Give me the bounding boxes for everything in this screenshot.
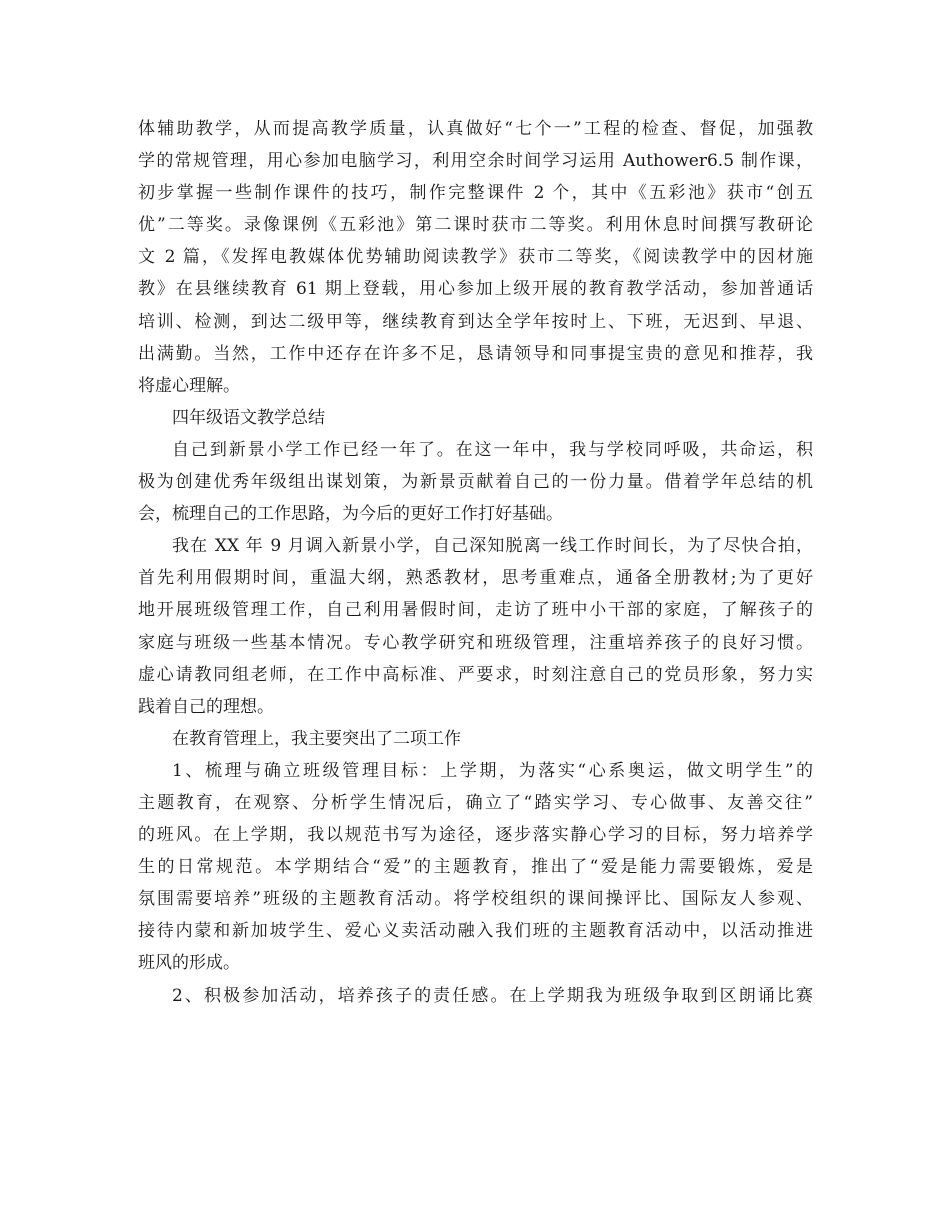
text-line: 我在 XX 年 9 月调入新景小学，自己深知脱离一线工作时间长，为了尽快合拍， (172, 536, 813, 557)
text-line: 1、梳理与确立班级管理目标：上学期，为落实“心系奥运，做文明学生”的 (172, 760, 813, 781)
text-line: 学的常规管理，用心参加电脑学习，利用空余时间学习运用 Authower6.5 制作课， (138, 151, 813, 172)
text-line: 初步掌握一些制作课件的技巧，制作完整课件 2 个，其中《五彩池》获市“创五 (138, 183, 813, 204)
text-line: 生的日常规范。本学期结合“爱”的主题教育，推出了“爱是能力需要锻炼，爱是 (138, 857, 813, 878)
text-line: 出满勤。当然，工作中还存在许多不足，恳请领导和同事提宝贵的意见和推荐，我 (138, 343, 813, 364)
text-line: 虚心请教同组老师，在工作中高标准、严要求，时刻注意自己的党员形象，努力实 (138, 664, 813, 685)
text-line: 接待内蒙和新加坡学生、爱心义卖活动融入我们班的主题教育活动中，以活动推进 (138, 921, 813, 942)
text-line: 在教育管理上，我主要突出了二项工作 (172, 728, 461, 749)
section-heading: 四年级语文教学总结 (172, 407, 325, 428)
text-line: 践着自己的理想。 (138, 696, 274, 717)
text-line: 班风的形成。 (138, 953, 240, 974)
text-line: 极为创建优秀年级组出谋划策，为新景贡献着自己的一份力量。借着学年总结的机 (138, 472, 813, 493)
text-line: 体辅助教学，从而提高教学质量，认真做好“七个一”工程的检查、督促，加强教 (138, 119, 813, 139)
text-line: 主题教育，在观察、分析学生情况后，确立了“踏实学习、专心做事、友善交往” (138, 792, 813, 813)
text-line: 培训、检测，到达二级甲等，继续教育到达全学年按时上、下班，无迟到、早退、 (138, 311, 813, 332)
text-line: 自己到新景小学工作已经一年了。在这一年中，我与学校同呼吸，共命运，积 (172, 439, 813, 460)
text-line: 文 2 篇，《发挥电教媒体优势辅助阅读教学》获市二等奖，《阅读教学中的因材施 (138, 247, 813, 268)
text-line: 的班风。在上学期，我以规范书写为途径，逐步落实静心学习的目标，努力培养学 (138, 825, 813, 846)
text-line: 教》在县继续教育 61 期上登载，用心参加上级开展的教育教学活动，参加普通话 (138, 279, 813, 300)
text-line: 首先利用假期时间，重温大纲，熟悉教材，思考重难点，通备全册教材;为了更好 (138, 568, 813, 589)
text-line: 将虚心理解。 (138, 375, 240, 396)
text-line: 2、积极参加活动，培养孩子的责任感。在上学期我为班级争取到区朗诵比赛 (172, 985, 813, 1006)
text-line: 地开展班级管理工作，自己利用暑假时间，走访了班中小干部的家庭，了解孩子的 (138, 600, 813, 621)
text-line: 优”二等奖。录像课例《五彩池》第二课时获市二等奖。利用休息时间撰写教研论 (138, 215, 813, 236)
text-line: 氛围需要培养”班级的主题教育活动。将学校组织的课间操评比、国际友人参观、 (138, 889, 813, 910)
text-line: 家庭与班级一些基本情况。专心教学研究和班级管理，注重培养孩子的良好习惯。 (138, 632, 813, 653)
document-page (138, 113, 813, 1012)
text-line: 会，梳理自己的工作思路，为今后的更好工作打好基础。 (138, 504, 563, 525)
